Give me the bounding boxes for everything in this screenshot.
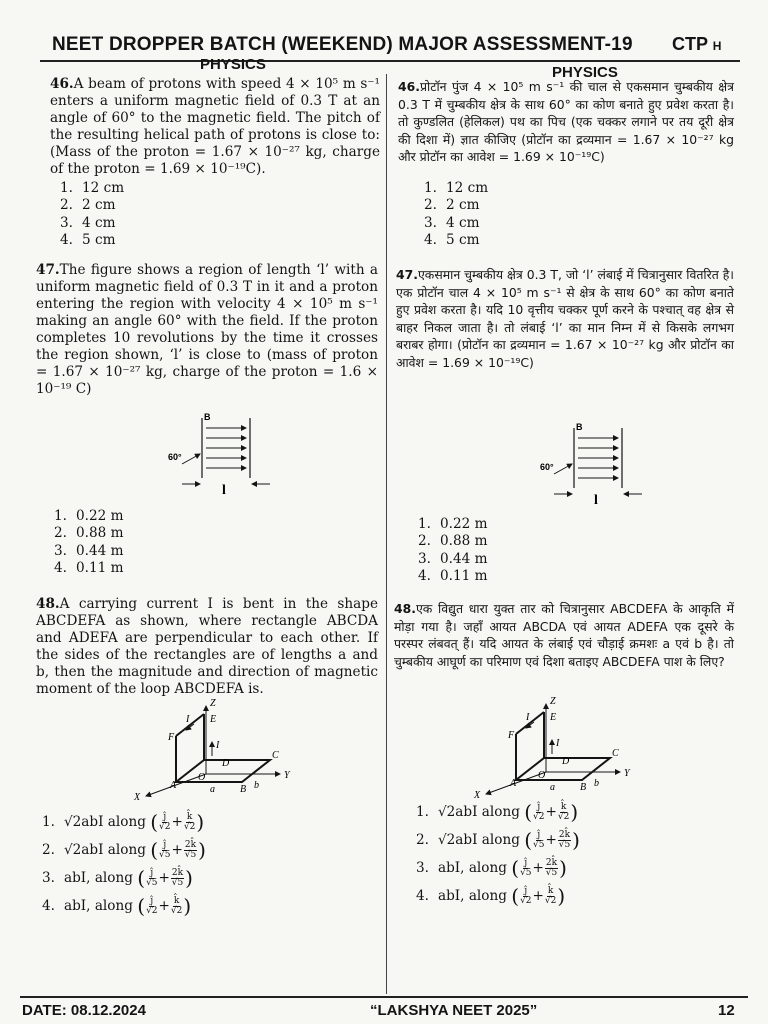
option[interactable]: 1. 12 cm xyxy=(424,180,489,196)
question-text: A carrying current I is bent in the shape ABCDEFA as shown, where rectangle ABCDA and ADEFA are perpendicular to each other. If the sides of the rectangles are of lengths a and b, then the magnitude and direction of magnetic moment of the loop ABCDEFA is. xyxy=(36,596,378,697)
angle-label: 60° xyxy=(540,462,554,472)
question-text: एक विद्युत धारा युक्त तार को चित्रानुसार ABCDEFA के आकृति में मोड़ा गया है। जहाँ आयत ABCDA एवं आयत ADEFA एक दूसरे के परस्पर लंबवत् हैं। यदि आयत के लंबाई एवं चौड़ाई क्रमशः a एवं b है। तो चुम्बकीय आघूर्ण का परिमाण एवं दिशा बताइए ABCDEFA पाश के लिए? xyxy=(394,601,734,669)
options-46-english xyxy=(60,180,124,249)
option[interactable]: 3. 0.44 m xyxy=(418,550,488,567)
label-i-side: I xyxy=(556,738,560,749)
label-d: D xyxy=(562,756,570,767)
field-label: B xyxy=(576,422,583,432)
option[interactable]: 2. 0.88 m xyxy=(418,533,488,550)
label-x: X xyxy=(474,790,481,801)
question-47-hindi xyxy=(396,266,734,371)
question-text: The figure shows a region of length ‘l’ with a uniform magnetic field of 0.3 T in it and a proton entering the region with velocity 4 × 10⁵ m s⁻¹ making an angle 60° with the field. If the proton completes 10 revolutions by the time it crosses the region shown, ‘l’ is close to (mass of proton = 1.67 × 10⁻²⁷ kg, charge of the proton = 1.6 × 10⁻¹⁹ C) xyxy=(36,262,378,397)
question-number: 48. xyxy=(394,601,416,616)
exam-code xyxy=(672,34,721,55)
label-z: Z xyxy=(210,698,216,709)
label-z: Z xyxy=(550,696,556,707)
option[interactable]: 1. √2abI along ( $\frac{ĵ}{√2}$ + $\frac{k̂}{√2}$ ) xyxy=(42,810,205,834)
question-number: 46. xyxy=(50,76,74,92)
label-b-side: b xyxy=(594,778,599,789)
option[interactable]: 4. 5 cm xyxy=(60,231,116,248)
question-48-english xyxy=(36,596,378,698)
exam-title: NEET DROPPER BATCH (WEEKEND) MAJOR ASSESSMENT-19 xyxy=(52,34,633,55)
length-label: l xyxy=(222,483,226,498)
option[interactable]: 1. √2abI along ( $\frac{ĵ}{√2}$ + $\frac{k̂}{√2}$ ) xyxy=(416,800,579,824)
label-a: A xyxy=(510,778,517,789)
current-loop-figure-english xyxy=(130,696,300,804)
footer-rule xyxy=(20,996,748,998)
option[interactable]: 1. 12 cm xyxy=(60,180,125,196)
question-48-hindi xyxy=(394,600,734,670)
label-b: B xyxy=(240,784,247,795)
option[interactable]: 1. 0.22 m xyxy=(418,516,488,532)
question-47-english xyxy=(36,262,378,398)
option[interactable]: 4. abI, along ( $\frac{ĵ}{√2}$ + $\frac{k̂}{√2}$ ) xyxy=(42,894,192,918)
label-d: D xyxy=(222,758,230,769)
option[interactable]: 4. 0.11 m xyxy=(54,559,124,576)
question-number: 47. xyxy=(36,262,60,278)
page-footer xyxy=(0,996,768,1024)
question-text: एकसमान चुम्बकीय क्षेत्र 0.3 T, जो ‘l’ लंबाई में चित्रानुसार वितरित है। एक प्रोटॉन चाल 4 × 10⁵ m s⁻¹ से क्षेत्र के साथ 60° का कोण बनाते हुए प्रवेश करता है। यदि 10 वृत्तीय चक्कर पूर्ण करने के पश्चात् वह क्षेत्र से बाहर निकल जाता है। तो लंबाई ‘l’ का मान निम्न में से किसके लगभग बराबर होगा। (प्रोटॉन का द्रव्यमान = 1.67 × 10⁻²⁷ kg और प्रोटॉन का आवेश = 1.69 × 10⁻¹⁹C) xyxy=(396,267,734,370)
options-47-hindi xyxy=(418,516,487,585)
options-48-english xyxy=(42,808,206,920)
option[interactable]: 3. 0.44 m xyxy=(54,542,124,559)
option[interactable]: 3. 4 cm xyxy=(60,214,116,231)
question-text: प्रोटॉन पुंज 4 × 10⁵ m s⁻¹ की चाल से एकसमान चुम्बकीय क्षेत्र 0.3 T में चुम्बकीय क्षेत्र के साथ 60° का कोण बनाते हुए प्रवेश करता है। तो कुण्डलित (हेलिकल) पथ का पिच (एक चक्कर लगाने पर तय दूरी क्षेत्र की दिशा में) ज्ञात कीजिए (प्रोटॉन का द्रव्यमान = 1.67 × 10⁻²⁷ kg और प्रोटॉन का आवेश = 1.69 × 10⁻¹⁹C) xyxy=(398,79,734,164)
label-a-side: a xyxy=(550,782,555,793)
label-b: B xyxy=(580,782,587,793)
label-f: F xyxy=(168,732,175,743)
question-number: 48. xyxy=(36,596,60,612)
label-a: A xyxy=(170,780,177,791)
label-b-side: b xyxy=(254,780,259,791)
exam-code-suffix: H xyxy=(712,39,722,53)
options-47-english xyxy=(54,508,123,577)
label-i-side: I xyxy=(216,740,220,751)
option[interactable]: 3. 4 cm xyxy=(424,214,480,231)
magnetic-region-figure-english xyxy=(168,412,278,500)
label-o: O xyxy=(198,772,206,783)
field-label: B xyxy=(204,412,211,422)
option[interactable]: 4. abI, along ( $\frac{ĵ}{√2}$ + $\frac{k̂}{√2}$ ) xyxy=(416,884,566,908)
label-i-top: I xyxy=(186,714,190,725)
option[interactable]: 2. 0.88 m xyxy=(54,525,124,542)
label-c: C xyxy=(272,750,279,761)
question-text: A beam of protons with speed 4 × 10⁵ m s⁻¹ enters a uniform magnetic field of 0.3 T at an angle of 60° to the magnetic field. The pitch of the resulting helical path of protons is close to: (Mass of the proton = 1.67 × 10⁻²⁷ kg, charge of the proton = 1.69 × 10⁻¹⁹C). xyxy=(50,76,380,177)
label-e: E xyxy=(550,712,557,723)
question-number: 47. xyxy=(396,267,418,282)
label-c: C xyxy=(612,748,619,759)
page-header xyxy=(0,30,768,66)
magnetic-region-figure-hindi xyxy=(540,422,650,510)
question-46-hindi xyxy=(398,78,734,166)
option[interactable]: 3. abI, along ( $\frac{ĵ}{√5}$ + $\frac{2k̂}{√5}$ ) xyxy=(416,856,567,880)
subject-heading-left: PHYSICS xyxy=(200,56,266,73)
exam-code-main: CTP xyxy=(672,34,708,54)
angle-label: 60° xyxy=(168,452,182,462)
label-o: O xyxy=(538,770,546,781)
label-e: E xyxy=(210,714,217,725)
length-label: l xyxy=(594,493,598,508)
option[interactable]: 4. 5 cm xyxy=(424,231,480,248)
question-46-english xyxy=(50,76,380,178)
column-divider xyxy=(386,74,387,994)
options-48-hindi xyxy=(416,798,580,910)
subject-heading-right: PHYSICS xyxy=(552,64,618,81)
label-y: Y xyxy=(284,770,290,781)
option[interactable]: 3. abI, along ( $\frac{ĵ}{√5}$ + $\frac{2k̂}{√5}$ ) xyxy=(42,866,193,890)
option[interactable]: 4. 0.11 m xyxy=(418,567,488,584)
label-i-top: I xyxy=(526,712,530,723)
option[interactable]: 2. √2abI along ( $\frac{ĵ}{√5}$ + $\frac{2k̂}{√5}$ ) xyxy=(416,828,580,852)
label-y: Y xyxy=(624,768,630,779)
option[interactable]: 2. √2abI along ( $\frac{ĵ}{√5}$ + $\frac{2k̂}{√5}$ ) xyxy=(42,838,206,862)
question-number: 46. xyxy=(398,79,420,94)
option[interactable]: 2. 2 cm xyxy=(424,197,480,214)
header-rule xyxy=(40,60,740,62)
footer-date: DATE: 08.12.2024 xyxy=(22,1002,146,1019)
page-number: 12 xyxy=(718,1002,735,1019)
option[interactable]: 1. 0.22 m xyxy=(54,508,124,524)
options-46-hindi xyxy=(424,180,488,249)
label-f: F xyxy=(508,730,515,741)
label-a-side: a xyxy=(210,784,215,795)
label-x: X xyxy=(134,792,141,803)
current-loop-figure-hindi xyxy=(470,694,640,802)
option[interactable]: 2. 2 cm xyxy=(60,197,116,214)
footer-series: “LAKSHYA NEET 2025” xyxy=(370,1002,538,1019)
